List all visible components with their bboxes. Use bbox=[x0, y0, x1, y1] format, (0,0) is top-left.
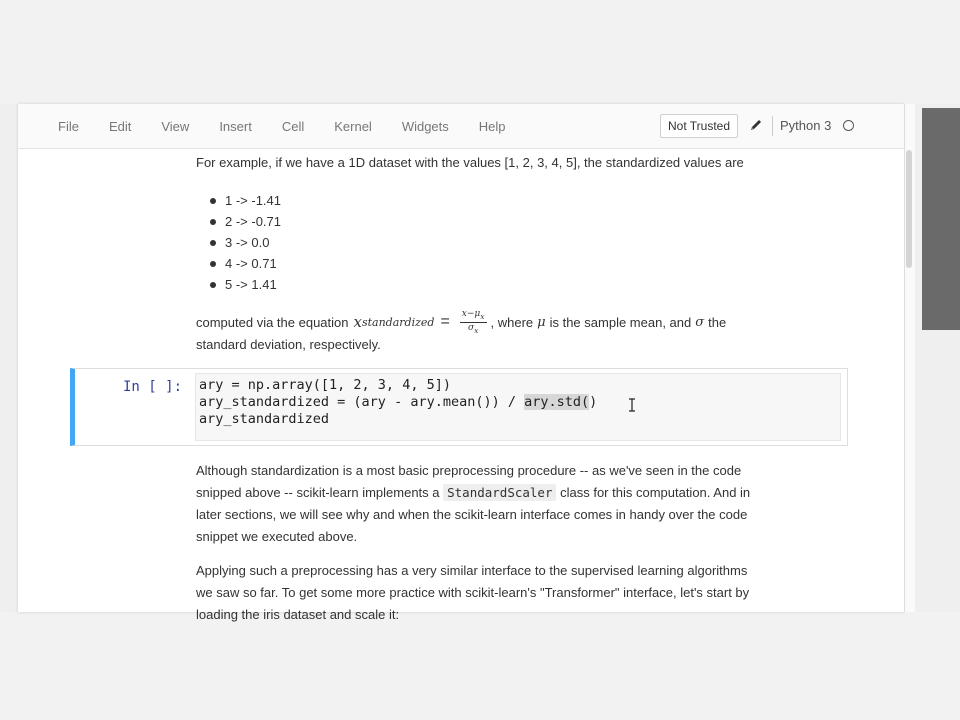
pencil-icon[interactable] bbox=[748, 117, 764, 133]
paragraph-1-line-4: snippet we executed above. bbox=[196, 529, 358, 544]
equation-prefix: computed via the equation bbox=[196, 314, 349, 330]
kernel-idle-icon bbox=[843, 120, 854, 131]
equation-suffix-3: the bbox=[708, 314, 727, 330]
paragraph-1-line-2 bbox=[196, 482, 750, 504]
sigma-symbol: σ bbox=[695, 314, 705, 330]
equation-suffix-1: , where bbox=[490, 314, 534, 330]
menu-items bbox=[58, 104, 536, 148]
bullet-icon bbox=[210, 240, 216, 246]
code-line-2 bbox=[196, 394, 840, 411]
code-line-2-start: ary_standardized = (ary - ary.mean()) / bbox=[199, 394, 525, 410]
intro-text: For example, if we have a 1D dataset with the values [1, 2, 3, 4, 5], the standardized values are bbox=[196, 155, 744, 170]
notebook-window bbox=[18, 104, 904, 622]
menu-file[interactable]: File bbox=[58, 118, 79, 134]
list-item-text: 1 -> -1.41 bbox=[225, 193, 282, 208]
paragraph-1-line-2-end: class for this computation. And in bbox=[560, 485, 751, 500]
fraction-denominator bbox=[468, 323, 478, 336]
equation-lhs: x bbox=[353, 313, 362, 331]
paragraph-2-line-1: Applying such a preprocessing has a very similar interface to the supervised learning algorithms bbox=[196, 563, 748, 578]
menu-edit[interactable]: Edit bbox=[108, 118, 132, 134]
list-item-text: 5 -> 1.41 bbox=[225, 277, 277, 292]
mu-symbol: μ bbox=[537, 314, 546, 330]
code-selection: ary.std( bbox=[524, 394, 590, 410]
scrollbar-thumb[interactable] bbox=[906, 150, 912, 268]
equation-suffix-2: is the sample mean, and bbox=[549, 314, 692, 330]
values-list bbox=[210, 190, 281, 295]
list-item-text: 4 -> 0.71 bbox=[225, 256, 277, 271]
paragraph-2-line-2: we saw so far. To get some more practice with scikit-learn's "Transformer" interface, let's start by bbox=[196, 585, 750, 600]
menu-divider bbox=[772, 116, 773, 136]
paragraph-1-line-2-start: snipped above -- scikit-learn implements a bbox=[196, 485, 440, 500]
side-panel bbox=[922, 108, 960, 330]
denominator-sub: x bbox=[474, 325, 479, 335]
list-item bbox=[210, 190, 281, 211]
numerator-text: x−μ bbox=[461, 308, 481, 319]
list-item bbox=[210, 232, 281, 253]
paragraph-1-line-3: later sections, we will see why and when the scikit-learn interface comes in handy over the code bbox=[196, 507, 748, 522]
list-item-text: 3 -> 0.0 bbox=[225, 235, 270, 250]
equation-lhs-sub: standardized bbox=[361, 315, 435, 329]
menu-insert[interactable]: Insert bbox=[219, 118, 252, 134]
background-top bbox=[0, 0, 960, 104]
kernel-name[interactable]: Python 3 bbox=[780, 118, 832, 133]
menu-widgets[interactable]: Widgets bbox=[401, 118, 449, 134]
bullet-icon bbox=[210, 198, 216, 204]
code-editor[interactable] bbox=[195, 373, 841, 441]
paragraph-2-line-3: loading the iris dataset and scale it: bbox=[196, 607, 400, 622]
not-trusted-button[interactable]: Not Trusted bbox=[660, 114, 738, 138]
menu-kernel[interactable]: Kernel bbox=[334, 118, 372, 134]
cell-prompt: In [ ]: bbox=[123, 379, 183, 395]
paragraph-1-line-1: Although standardization is a most basic preprocessing procedure -- as we've seen in the code bbox=[196, 463, 742, 478]
bullet-icon bbox=[210, 261, 216, 267]
text-cursor-icon bbox=[628, 398, 636, 412]
equation-line bbox=[196, 308, 726, 336]
code-line-2-end: ) bbox=[589, 394, 598, 410]
menu-help[interactable]: Help bbox=[478, 118, 506, 134]
menu-view[interactable]: View bbox=[161, 118, 190, 134]
code-line-3: ary_standardized bbox=[199, 411, 330, 427]
background-bottom bbox=[0, 612, 960, 720]
list-item bbox=[210, 274, 281, 295]
equation-line-2: standard deviation, respectively. bbox=[196, 337, 381, 352]
equation-fraction bbox=[460, 309, 487, 336]
list-item bbox=[210, 253, 281, 274]
bullet-icon bbox=[210, 219, 216, 225]
equals-sign: = bbox=[440, 313, 450, 330]
fraction-numerator bbox=[460, 309, 487, 323]
denominator-text: σ bbox=[467, 322, 475, 333]
menubar bbox=[18, 104, 904, 149]
bullet-icon bbox=[210, 282, 216, 288]
inline-code-standardscaler: StandardScaler bbox=[443, 484, 556, 501]
code-cell[interactable] bbox=[70, 368, 848, 446]
menu-cell[interactable]: Cell bbox=[281, 118, 305, 134]
code-line-1: ary = np.array([1, 2, 3, 4, 5]) bbox=[199, 377, 451, 393]
list-item-text: 2 -> -0.71 bbox=[225, 214, 282, 229]
numerator-sub: x bbox=[480, 311, 485, 321]
list-item bbox=[210, 211, 281, 232]
